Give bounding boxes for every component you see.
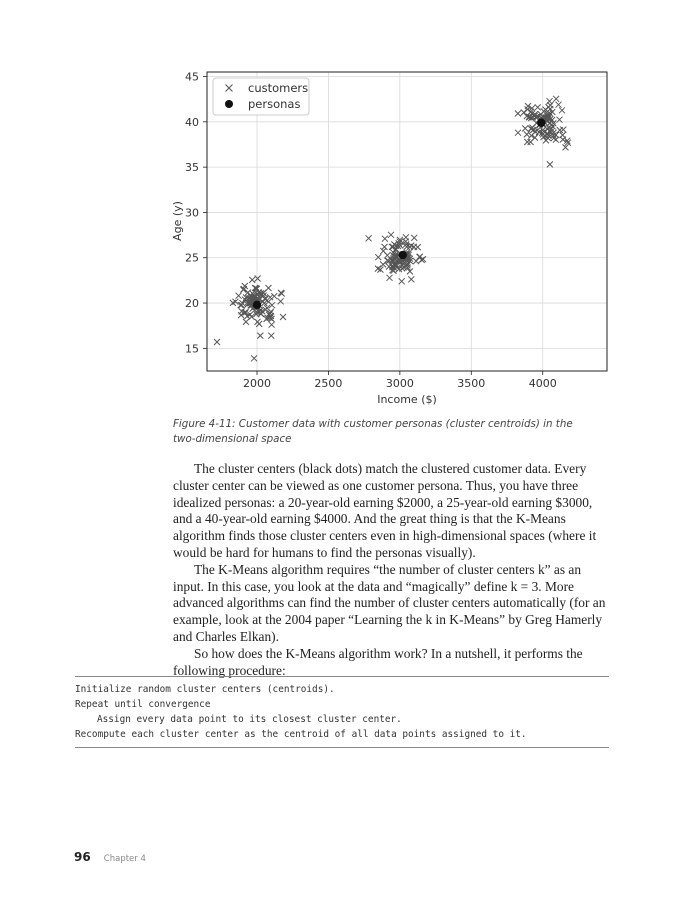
y-axis-label: Age (y) xyxy=(171,201,184,241)
customer-point xyxy=(243,319,249,325)
customer-point xyxy=(417,254,423,260)
chart-legend xyxy=(213,78,309,115)
customer-point xyxy=(268,333,274,339)
customer-point xyxy=(515,111,521,117)
customer-point xyxy=(382,236,388,242)
customer-point xyxy=(524,139,530,145)
customer-point xyxy=(547,161,553,167)
code-block xyxy=(75,676,609,748)
legend-customers-label: customers xyxy=(248,81,309,95)
persona-point xyxy=(537,119,545,127)
customer-point xyxy=(366,235,372,241)
customer-point xyxy=(556,102,562,108)
customer-point xyxy=(214,339,220,345)
chapter-label: Chapter 4 xyxy=(103,854,146,864)
x-tick-label: 2500 xyxy=(314,377,343,390)
customer-point xyxy=(271,293,277,299)
customer-point xyxy=(266,285,272,291)
y-tick-label: 25 xyxy=(185,251,199,265)
legend-personas-marker xyxy=(225,100,233,108)
customer-point xyxy=(375,254,381,260)
customer-point xyxy=(411,244,417,250)
customer-point xyxy=(382,244,388,250)
customer-points xyxy=(214,96,571,362)
page-number: 96 xyxy=(74,850,91,864)
y-axis-ticks xyxy=(185,71,207,356)
customer-point xyxy=(553,96,559,102)
customer-point xyxy=(408,276,414,282)
customer-point xyxy=(280,314,286,320)
y-tick-label: 45 xyxy=(185,70,199,84)
code-line: Recompute each cluster center as the centroid of all data points assigned to it. xyxy=(75,729,527,740)
customer-point xyxy=(547,106,553,112)
customer-point xyxy=(535,104,541,110)
code-line: Repeat until convergence xyxy=(75,699,211,710)
customer-point xyxy=(525,106,531,112)
customer-point xyxy=(411,235,417,241)
customer-point xyxy=(560,127,566,133)
paragraph: So how does the K-Means algorithm work? In a nutshell, it performs the following procedure: xyxy=(173,645,583,678)
customer-point xyxy=(251,355,257,361)
x-tick-label: 2000 xyxy=(243,377,271,390)
persona-point xyxy=(253,301,261,309)
customer-point xyxy=(269,322,275,328)
y-tick-label: 35 xyxy=(185,161,199,175)
customer-point xyxy=(255,319,261,325)
body-text xyxy=(173,461,609,679)
customer-point xyxy=(528,139,534,145)
y-tick-label: 30 xyxy=(185,206,199,220)
customer-point xyxy=(524,131,530,137)
customer-point xyxy=(522,125,528,131)
customer-point xyxy=(249,277,255,283)
y-tick-label: 15 xyxy=(185,342,199,356)
x-axis-label: Income ($) xyxy=(377,393,437,406)
customer-point xyxy=(255,276,261,282)
x-axis-ticks xyxy=(243,371,557,390)
paragraph: The K-Means algorithm requires “the number of cluster centers k” as an input. In this case, you look at the data and “magically” define k = 3. More advanced algorithms can find the number of cluster centers automatically (for an example, look at the 2004 paper “Learning the k in K-Means” by Greg Hamerly and Charles Elkan). xyxy=(173,561,606,644)
code-line: Assign every data point to its closest cluster center. xyxy=(97,714,402,725)
customer-point xyxy=(387,275,393,281)
persona-points xyxy=(253,119,546,310)
persona-point xyxy=(399,251,407,259)
customer-point xyxy=(547,98,553,104)
customer-point xyxy=(236,293,242,299)
customer-point xyxy=(515,130,521,136)
customer-point xyxy=(559,107,565,113)
y-tick-label: 20 xyxy=(185,297,199,311)
figure-caption: Figure 4-11: Customer data with customer personas (cluster centroids) in the two-dimensional space xyxy=(173,418,573,445)
paragraph: The cluster centers (black dots) match the clustered customer data. Every cluster center can be viewed as one customer persona. Thus, you have three idealized personas: a 20-year-old earning $2000, a 25-year-old earning $3000, and a 40-year-old earning $4000. And the great thing is that the K-Means algorithm finds those cluster centers even in high-dimensional spaces (where it would be hard for humans to find the personas visually). xyxy=(173,461,597,560)
page-footer xyxy=(74,846,146,865)
x-tick-label: 4000 xyxy=(528,377,557,390)
x-tick-label: 3500 xyxy=(457,377,486,390)
legend-personas-label: personas xyxy=(248,97,301,111)
customer-point xyxy=(388,232,394,238)
code-line: Initialize random cluster centers (centroids). xyxy=(75,684,335,695)
x-tick-label: 3000 xyxy=(385,377,414,390)
scatter-chart xyxy=(0,0,687,415)
customer-point xyxy=(257,333,263,339)
y-tick-label: 40 xyxy=(185,115,199,129)
